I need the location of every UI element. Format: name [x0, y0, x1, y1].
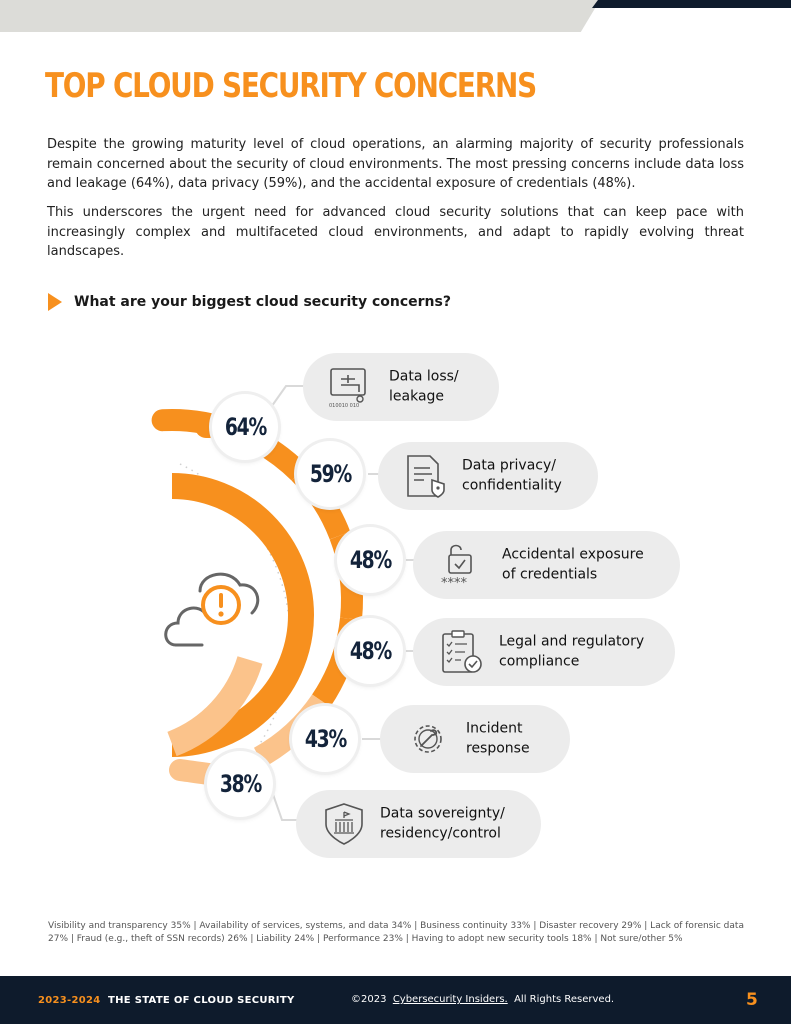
- concern-label-credentials: Accidental exposure of credentials: [502, 546, 644, 582]
- percent-marker-1: [212, 394, 278, 460]
- concern-pill-incident-response: [380, 705, 570, 773]
- intro-paragraph-1: Despite the growing maturity level of cloud operations, an alarming majority of security professionals remain concerned about the security of cloud environments. The most pressing concerns include data loss and leakage (64%), data privacy (59%), and the accidental exposure of credentials (48%).: [47, 137, 744, 191]
- percent-marker-2: [297, 441, 363, 507]
- triangle-arrow-icon: [48, 293, 62, 311]
- concern-pill-data-privacy: [378, 442, 598, 510]
- footer-copyright: [351, 994, 614, 1005]
- concern-pill-compliance: [413, 618, 675, 686]
- footer-report-name: THE STATE OF CLOUD SECURITY: [108, 995, 295, 1006]
- page-title: TOP CLOUD SECURITY CONCERNS: [45, 66, 536, 106]
- survey-question-text: What are your biggest cloud security concerns?: [74, 294, 451, 310]
- concern-label-data-sovereignty: Data sovereignty/ residency/control: [380, 805, 505, 841]
- percent-marker-5: [292, 706, 358, 772]
- svg-text:****: ****: [441, 576, 467, 587]
- concern-pill-credentials: [413, 531, 680, 599]
- other-concerns-footnote: Visibility and transparency 35% | Availability of services, systems, and data 34% | Business continuity 33% | Disaster recovery 29% | Lack of forensic data 27% | Fraud (e.g., theft of SSN records) 26% | Liability 24% | Performance 23% | Having to adopt new security tools 18% | Not sure/other 5%: [48, 921, 744, 944]
- percent-value: 38%: [219, 770, 261, 798]
- svg-text:010010 010: 010010 010: [329, 403, 360, 409]
- concern-pill-data-loss: [303, 353, 499, 421]
- page-footer: [0, 976, 791, 1024]
- shield-building-flag-icon: [320, 802, 368, 846]
- copyright-prefix: ©2023: [351, 994, 387, 1005]
- copyright-link[interactable]: Cybersecurity Insiders.: [392, 994, 508, 1005]
- concerns-diagram: [0, 330, 791, 890]
- copyright-suffix: All Rights Reserved.: [514, 994, 615, 1005]
- percent-value: 48%: [349, 637, 391, 665]
- data-leak-faucet-icon: [327, 365, 375, 409]
- privacy-document-shield-icon: [402, 454, 450, 498]
- cloud-alert-icon: [160, 555, 264, 651]
- header-band: [0, 0, 600, 32]
- percent-value: 59%: [309, 460, 351, 488]
- percent-marker-4: [337, 618, 403, 684]
- clipboard-checklist-icon: [437, 630, 485, 674]
- concern-label-incident-response: Incident response: [466, 720, 530, 756]
- concern-label-compliance: Legal and regulatory compliance: [499, 633, 645, 669]
- intro-paragraph-2: This underscores the urgent need for advanced cloud security solutions that can keep pace with increasingly complex and multifaceted cloud environments, and adapt to rapidly evolving threat landscapes.: [47, 205, 744, 259]
- percent-value: 43%: [304, 725, 346, 753]
- concern-pill-data-sovereignty: [296, 790, 541, 858]
- footer-year: 2023-2024: [38, 995, 101, 1006]
- concern-label-data-loss: Data loss/ leakage: [389, 368, 459, 404]
- header-accent-bar: [592, 0, 791, 8]
- percent-marker-3: [337, 527, 403, 593]
- page-number: 5: [746, 990, 758, 1010]
- concern-label-data-privacy: Data privacy/ confidentiality: [462, 457, 562, 493]
- percent-value: 48%: [349, 546, 391, 574]
- unlocked-padlock-password-icon: [437, 543, 485, 587]
- percent-value: 64%: [224, 413, 266, 441]
- survey-question: [48, 293, 451, 311]
- percent-marker-6: [207, 751, 273, 817]
- gear-wrench-icon: [404, 717, 452, 761]
